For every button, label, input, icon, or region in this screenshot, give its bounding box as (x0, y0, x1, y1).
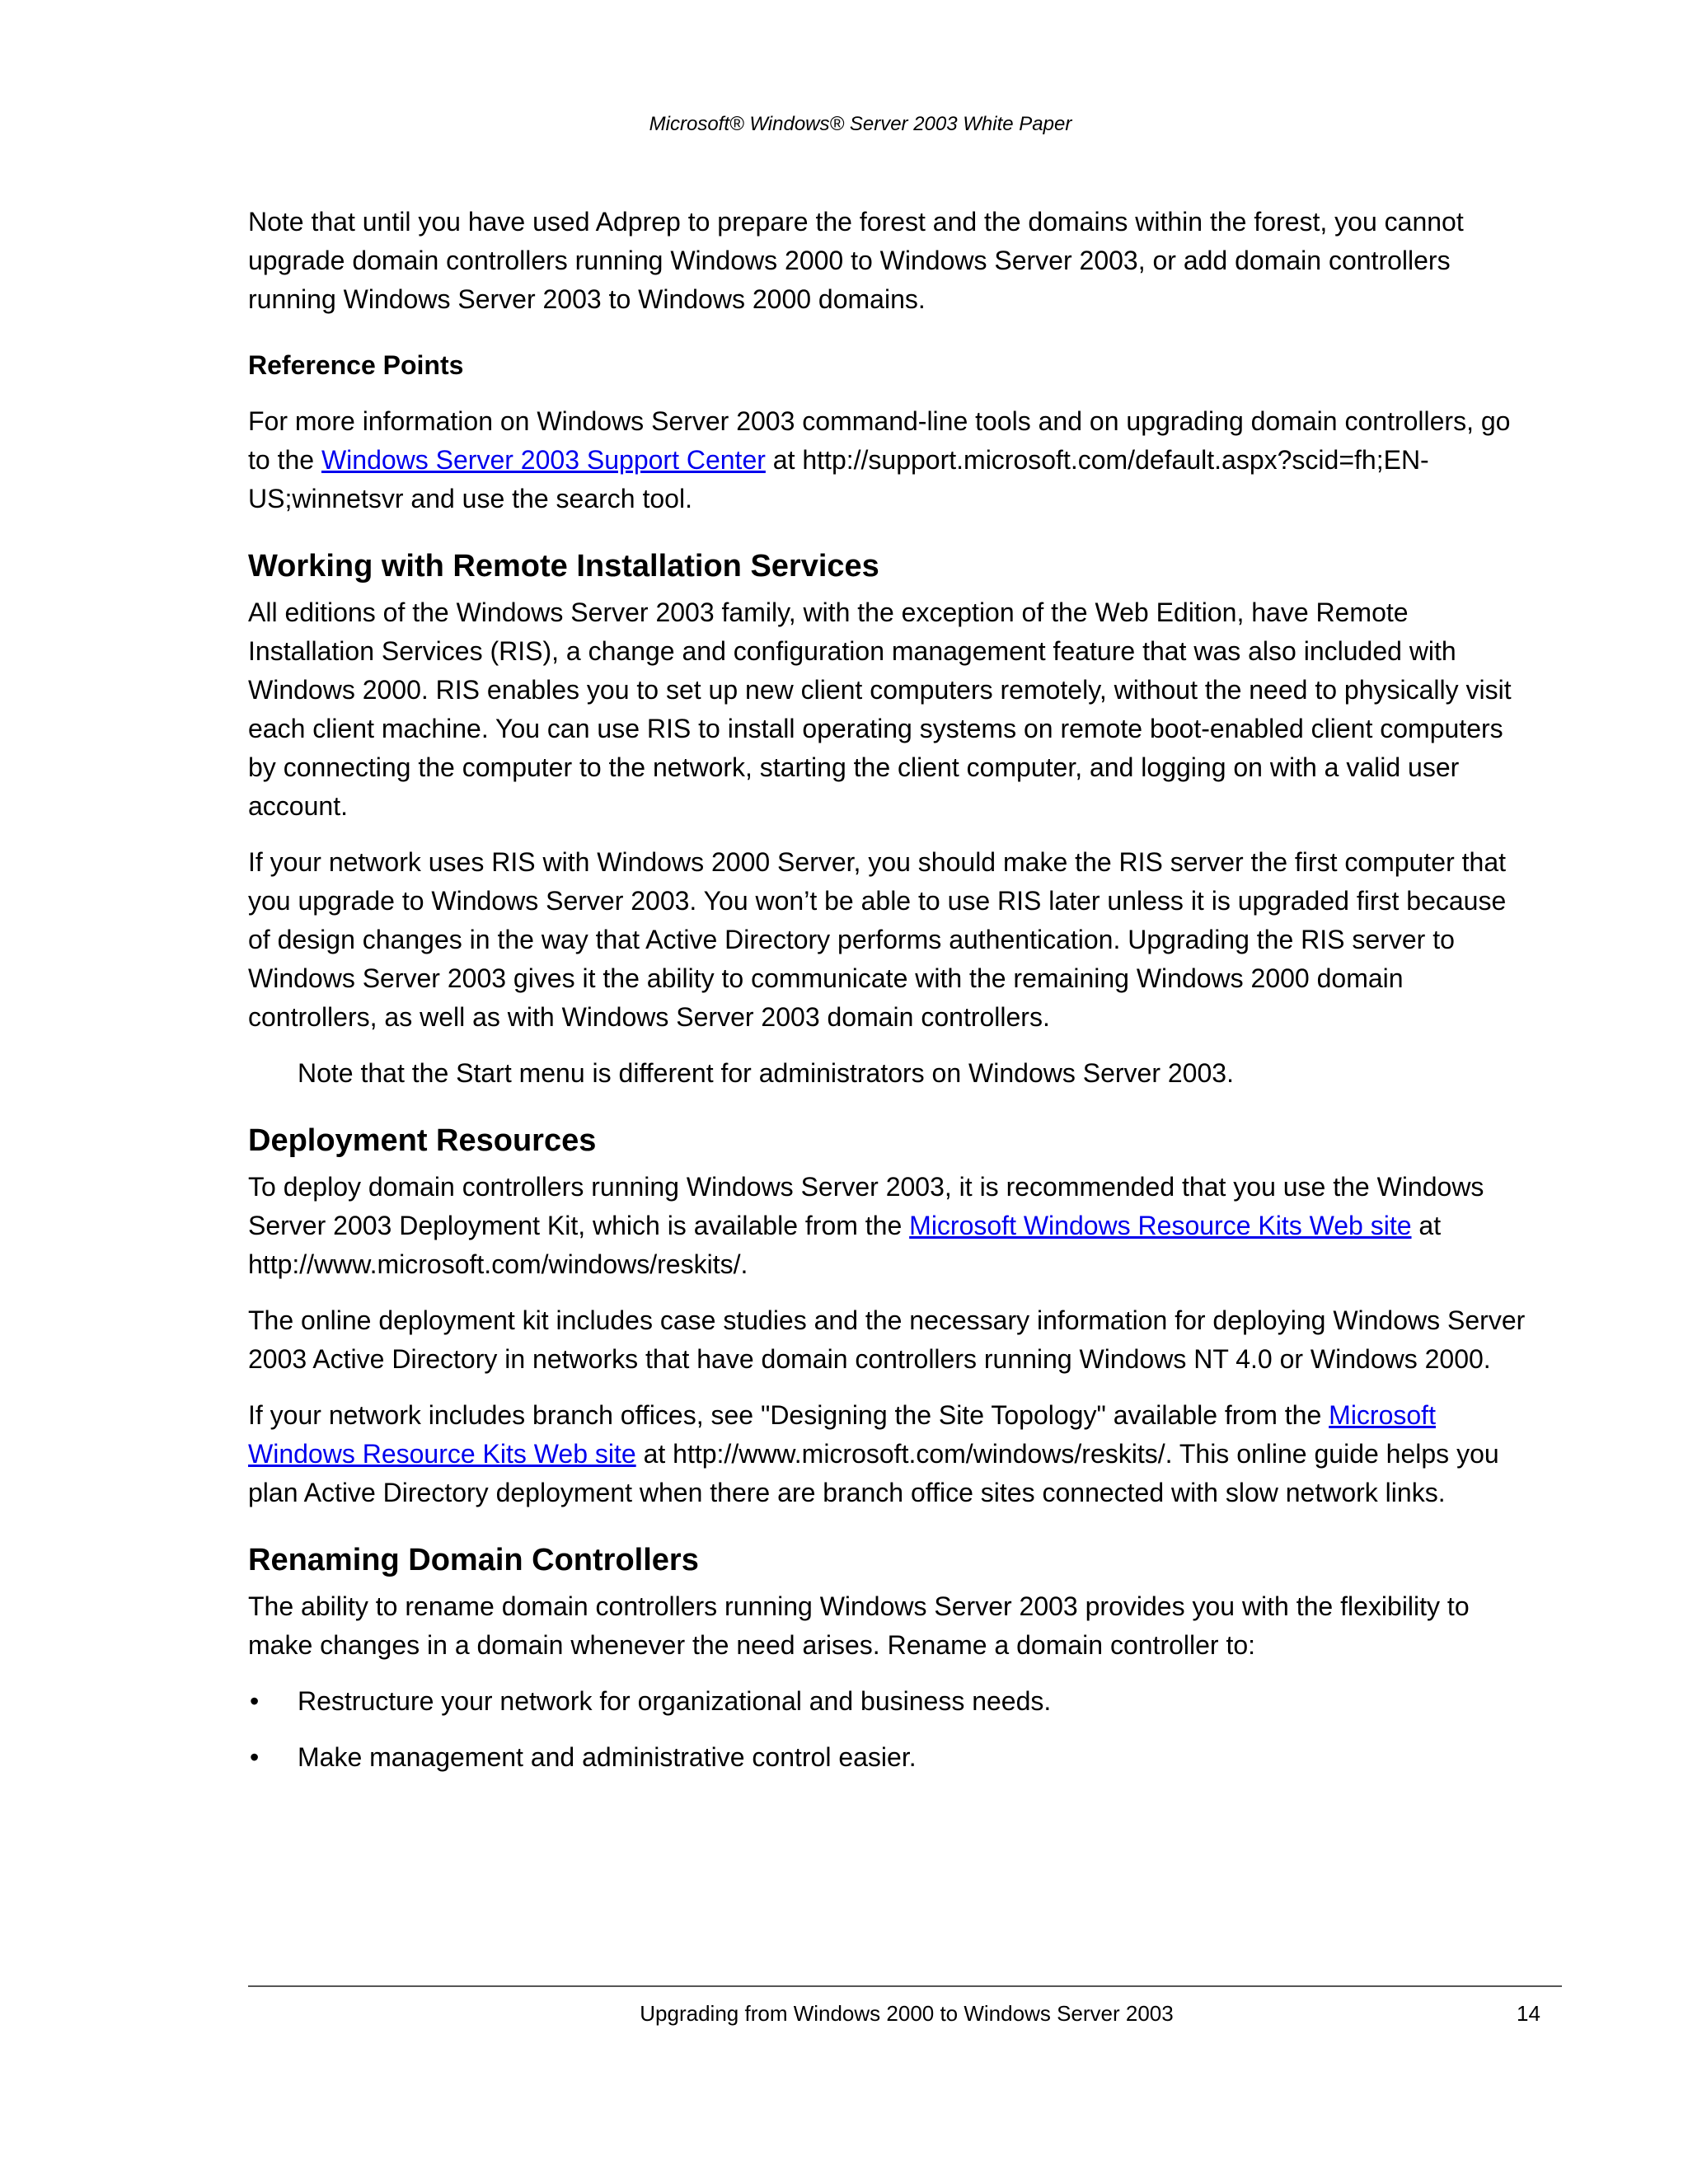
branch-offices-text-after: at http://www.microsoft.com/windows/reskits/. This online guide helps you plan Active Directory deployment when there are branch office sites connected with slow network links. (248, 1439, 1499, 1507)
reference-points-heading: Reference Points (248, 350, 464, 380)
support-center-link[interactable]: Windows Server 2003 Support Center (321, 445, 766, 475)
deployment-text-before: To deploy domain controllers running Windows Server 2003, it is recommended that you use the Windows Server 2003 Deployment Kit, which is available from the (248, 1172, 1484, 1240)
resource-kits-link[interactable]: Microsoft Windows Resource Kits Web site (909, 1211, 1412, 1240)
deployment-heading: Deployment Resources (248, 1123, 597, 1158)
renaming-bullet-list (248, 1682, 1526, 1777)
reference-points-text-after: at http://support.microsoft.com/default.aspx?scid=fh;EN-US;winnetsvr and use the search tool. (248, 445, 1429, 513)
bullet-icon: • (250, 1686, 260, 1716)
intro-note: Note that until you have used Adprep to prepare the forest and the domains within the forest, you cannot upgrade domain controllers running Windows 2000 to Windows Server 2003, or add domain controllers running Windows Server 2003 to Windows 2000 domains. (248, 207, 1464, 314)
reference-points-text-before: For more information on Windows Server 2003 command-line tools and on upgrading domain controllers, go to the (248, 406, 1511, 475)
ris-start-menu-note: Note that the Start menu is different for administrators on Windows Server 2003. (298, 1058, 1234, 1088)
deployment-paragraph-1 (248, 1168, 1526, 1284)
ris-paragraph-2: If your network uses RIS with Windows 2000 Server, you should make the RIS server the first computer that you upgrade to Windows Server 2003. You won’t be able to use RIS later unless it is upgraded first because of design changes in the way that Active Directory performs authentication. Upgrading the RIS server to Windows Server 2003 gives it the ability to communicate with the remaining Windows 2000 domain controllers, as well as with Windows Server 2003 domain controllers. (248, 847, 1507, 1032)
bullet-icon: • (250, 1742, 260, 1772)
footer-title: Upgrading from Windows 2000 to Windows Server 2003 (640, 2001, 1174, 2026)
list-item-text: Restructure your network for organizational and business needs. (298, 1686, 1052, 1716)
renaming-heading: Renaming Domain Controllers (248, 1543, 699, 1577)
renaming-paragraph: The ability to rename domain controllers running Windows Server 2003 provides you with the flexibility to make changes in a domain whenever the need arises. Rename a domain controller to: (248, 1591, 1470, 1660)
ris-heading: Working with Remote Installation Services (248, 549, 879, 583)
deployment-text-after: at http://www.microsoft.com/windows/reskits/. (248, 1211, 1442, 1279)
reference-points-paragraph (248, 402, 1526, 518)
footer-divider (248, 1985, 1562, 1987)
ris-paragraph-1: All editions of the Windows Server 2003 family, with the exception of the Web Edition, have Remote Installation Services (RIS), a change and configuration management feature that was also included with Windows 2000. RIS enables you to set up new client computers remotely, without the need to physically visit each client machine. You can use RIS to install operating systems on remote boot-enabled client computers by connecting the computer to the network, starting the client computer, and logging on with a valid user account. (248, 598, 1512, 821)
page-header: Microsoft® Windows® Server 2003 White Paper (649, 113, 1072, 135)
resource-kits-link-2[interactable]: Microsoft Windows Resource Kits Web site (248, 1400, 1436, 1469)
document-body (248, 203, 1526, 1777)
deployment-paragraph-3 (248, 1396, 1526, 1512)
branch-offices-text-before: If your network includes branch offices, see "Designing the Site Topology" available from the (248, 1400, 1329, 1430)
page-number: 14 (1517, 2001, 1540, 2026)
deployment-paragraph-2: The online deployment kit includes case studies and the necessary information for deploying Windows Server 2003 Active Directory in networks that have domain controllers running Windows NT 4.0 or Windows 2000. (248, 1305, 1526, 1374)
list-item (248, 1682, 1526, 1721)
list-item (248, 1738, 1526, 1777)
list-item-text: Make management and administrative control easier. (298, 1742, 917, 1772)
